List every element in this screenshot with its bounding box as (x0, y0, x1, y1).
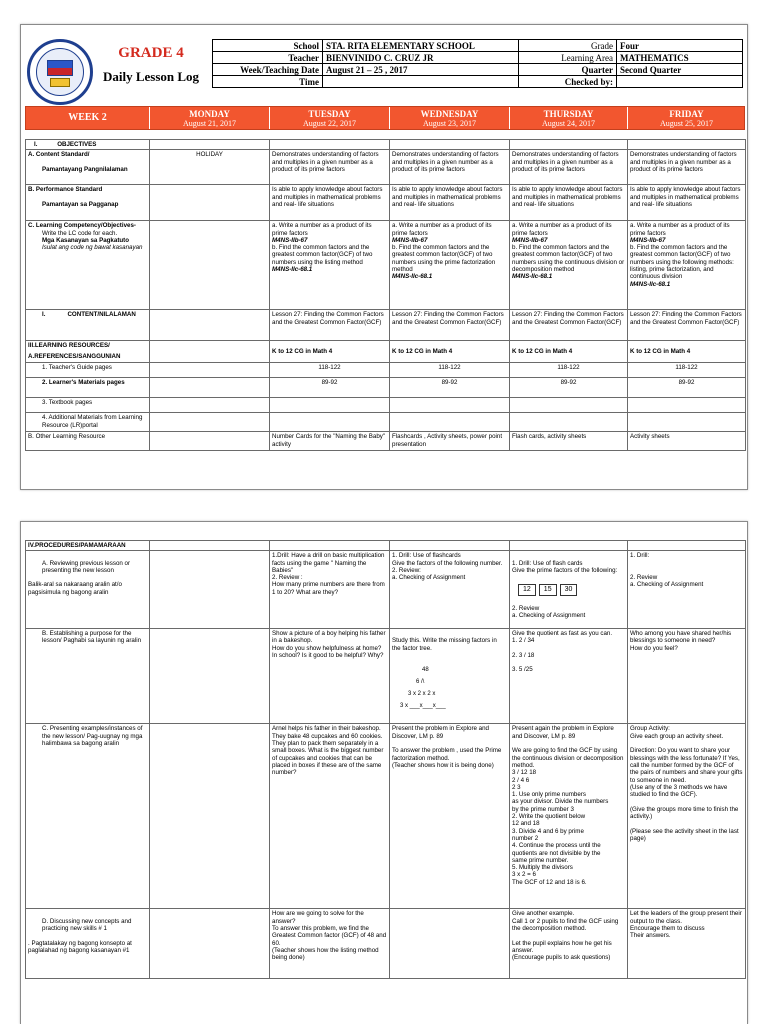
purpose-wed-text: Study this. Write the missing factors in the factor tree. (392, 637, 497, 652)
content-label: CONTENT/NILALAMAN (67, 311, 136, 319)
content-standard-title: A. Content Standard/ (28, 151, 90, 159)
content-standard-tue: Demonstrates understanding of factors and multiples in a given number as a product of its prime factors (270, 150, 390, 185)
discussing-title-fil: . Pagtatalakay ng bagong konsepto at paglalahad ng bagong kasanayan #1 (28, 939, 132, 954)
competency-code-b: M4NS-IIc-68.1 (512, 273, 553, 281)
performance-standard-title-fil: Pamantayan sa Pagganap (42, 200, 119, 208)
school-label: School (213, 40, 323, 52)
day-monday (150, 107, 270, 129)
references-label: A.REFERENCES/SANGGUNIAN (28, 352, 121, 360)
other-resource-fri: Activity sheets (628, 432, 746, 451)
day-name: MONDAY (189, 109, 230, 119)
tg-wed: 118-122 (390, 363, 510, 378)
content-standard-wed: Demonstrates understanding of factors and multiples in a given number as a product of its prime factors (390, 150, 510, 185)
performance-standard-wed: Is able to apply knowledge about factors and multiples in mathematical problems and real- life situations (390, 185, 510, 221)
presenting-tue: Arnel helps his father in their bakeshop. They bake 48 cupcakes and 60 cookies. They plan to pack them separately in a small boxes. What is the biggest number of cupcakes and cookies that can be placed in boxes if these are of the same number? (270, 724, 390, 909)
content-heading (26, 310, 150, 341)
content-standard-thu: Demonstrates understanding of factors and multiples in a given number as a product of its prime factors (510, 150, 628, 185)
content-standard-title-fil: Pamantayang Pangnilalaman (42, 165, 128, 173)
review-thu (510, 551, 628, 629)
competency-label (26, 221, 150, 310)
school-info-table (212, 39, 743, 88)
review-thu-drill: 1. Drill: Use of flash cards Give the prime factors of the following: (512, 559, 618, 574)
references-thu: K to 12 CG in Math 4 (510, 341, 628, 363)
number-card: 15 (539, 584, 557, 595)
learning-area-value: MATHEMATICS (617, 52, 743, 64)
week-number: WEEK 2 (68, 112, 107, 123)
review-tue: 1.Drill: Have a drill on basic multiplication facts using the game " Naming the Babies" 2. Review : How many prime numbers are there from 1 to 20? What are they? (270, 551, 390, 629)
presenting-thu: Present again the problem in Explore and Discover, LM p. 89 We are going to find the GCF by using the continuous division or decomposition method. 3 / 12 18 2 / 4 6 2 3 1. Use only prime numbers as your divisor. Divide the numbers by the prime number 3 2. Write the quotient below 12 and 18 3. Divide 4 and 6 by prime number 2 4. Continue the process until the quotients are not divisible by the same prime number. 5. Multiply the divisors 3 x 2 = 6 The GCF of 12 and 18 is 6. (510, 724, 628, 909)
performance-standard-thu: Is able to apply knowledge about factors and multiples in mathematical problems and real- life situations (510, 185, 628, 221)
purpose-thu: Give the quotient as fast as you can. 1. 2 / 34 2. 3 / 18 3. 5 /25 (510, 628, 628, 723)
competency-code-a: M4NS-IIb-67 (272, 236, 308, 244)
number-cards (518, 584, 625, 595)
competency-code-b: M4NS-IIc-68.1 (272, 266, 313, 274)
tg-fri: 118-122 (628, 363, 746, 378)
discussing-thu: Give another example. Call 1 or 2 pupils to find the GCF using the decomposition method. Let the pupil explains how he get his answer. (Encourage pupils to ask questions) (510, 909, 628, 979)
competency-fri (628, 221, 746, 310)
time-value (323, 76, 519, 88)
competency-title-fil: Mga Kasanayan sa Pagkatuto (42, 236, 129, 244)
competency-a: a. Write a number as a product of its prime factors (392, 222, 492, 237)
header (25, 37, 745, 117)
day-thursday (510, 107, 628, 129)
references-wed: K to 12 CG in Math 4 (390, 341, 510, 363)
other-resource-thu: Flash cards, activity sheets (510, 432, 628, 451)
factor-tree-row: 3 x ___x___x___ (400, 703, 446, 710)
discussing-label (26, 909, 150, 979)
content-tue: Lesson 27: Finding the Common Factors and the Greatest Common Factor(GCF) (270, 310, 390, 341)
content-standard-label (26, 150, 150, 185)
other-resource-wed: Flashcards , Activity sheets, power point presentation (390, 432, 510, 451)
quarter-value: Second Quarter (617, 64, 743, 76)
day-date: August 24, 2017 (541, 119, 596, 128)
content-num: I. (42, 311, 46, 319)
day-date: August 22, 2017 (302, 119, 357, 128)
objectives-num: I. (34, 141, 38, 148)
competency-a: a. Write a number as a product of its prime factors (272, 222, 372, 237)
objectives-label: OBJECTIVES (57, 141, 97, 148)
checked-by-label: Checked by: (519, 76, 617, 88)
day-name: WEDNESDAY (420, 109, 479, 119)
teacher-label: Teacher (213, 52, 323, 64)
deped-seal-logo (27, 39, 93, 105)
competency-b: b. Find the common factors and the greatest common factor(GCF) of two numbers using the prime factorization method (392, 244, 496, 274)
performance-standard-fri: Is able to apply knowledge about factors and multiples in mathematical problems and real- life situations (628, 185, 746, 221)
tg-tue: 118-122 (270, 363, 390, 378)
purpose-label: B. Establishing a purpose for the lesson/ Paghabi sa layunin ng aralin (42, 629, 142, 645)
lesson-log-page-2 (20, 521, 748, 1024)
procedures-heading: IV.PROCEDURES/PAMAMARAAN (26, 541, 150, 551)
content-standard-fri: Demonstrates understanding of factors and multiples in a given number as a product of its prime factors (628, 150, 746, 185)
competency-b: b. Find the common factors and the greatest common factor(GCF) of two numbers using the listing method (272, 244, 373, 266)
lm-tue: 89-92 (270, 378, 390, 398)
discussing-fri: Let the leaders of the group present their output to the class. Encourage them to discuss Their answers. (628, 909, 746, 979)
log-title: Daily Lesson Log (102, 69, 200, 84)
textbook-label: 3. Textbook pages (42, 399, 93, 407)
learners-materials-label: 2. Learner's Materials pages (42, 379, 125, 387)
content-fri: Lesson 27: Finding the Common Factors and the Greatest Common Factor(GCF) (628, 310, 746, 341)
competency-wed (390, 221, 510, 310)
other-resource-label: B. Other Learning Resource (26, 432, 150, 451)
day-header-band (25, 106, 745, 130)
competency-instruction-fil: Isulat ang code ng bawat kasanayan (42, 244, 143, 252)
resources-label: III.LEARNING RESOURCES/ (28, 342, 110, 350)
factor-tree (400, 661, 507, 715)
day-name: TUESDAY (308, 109, 351, 119)
day-date: August 23, 2017 (422, 119, 477, 128)
grade-label: Grade (519, 40, 617, 52)
lm-wed: 89-92 (390, 378, 510, 398)
grade-title: GRADE 4 (118, 45, 184, 61)
factor-tree-row: 6 /\ (416, 679, 425, 686)
week-value: August 21 – 25 , 2017 (323, 64, 519, 76)
competency-b: b. Find the common factors and the greatest common factor(GCF) of two numbers using the following methods: listing, prime factorization, and continuous division (630, 244, 734, 281)
additional-materials-label: 4. Additional Materials from Learning Resource (LR)portal (42, 414, 143, 429)
presenting-fri: Group Activity: Give each group an activity sheet. Direction: Do you want to share your blessings with the less fortunate? If Yes, call the number formed by the GCF of the pairs of numbers and share your gifts to someone in need. (Use any of the 3 methods we have studied to find the GCF). (Give the groups more time to finish the activity.) (Please see the activity sheet in the last page) (628, 724, 746, 909)
references-fri: K to 12 CG in Math 4 (628, 341, 746, 363)
competency-code-a: M4NS-IIb-67 (630, 236, 666, 244)
checked-by-value (617, 76, 743, 88)
performance-standard-tue: Is able to apply knowledge about factors and multiples in mathematical problems and real- life situations (270, 185, 390, 221)
review-label (26, 551, 150, 629)
day-tuesday (270, 107, 390, 129)
purpose-wed (390, 628, 510, 723)
competency-b: b. Find the common factors and the greatest common factor(GCF) of two numbers using the continuous division or decomposition method (512, 244, 625, 274)
procedures-table (25, 540, 746, 979)
day-date: August 21, 2017 (182, 119, 237, 128)
content-thu: Lesson 27: Finding the Common Factors and the Greatest Common Factor(GCF) (510, 310, 628, 341)
objectives-heading (26, 140, 150, 150)
week-label: Week/Teaching Date (213, 64, 323, 76)
week-label-cell (26, 107, 150, 129)
tg-thu: 118-122 (510, 363, 628, 378)
content-wed: Lesson 27: Finding the Common Factors and the Greatest Common Factor(GCF) (390, 310, 510, 341)
performance-standard-title: B. Performance Standard (28, 186, 103, 194)
competency-code-b: M4NS-IIc-68.1 (630, 280, 671, 288)
competency-code-a: M4NS-IIb-67 (392, 236, 428, 244)
objectives-table (25, 139, 746, 451)
day-name: FRIDAY (669, 109, 704, 119)
number-card: 30 (560, 584, 578, 595)
lesson-log-page-1 (20, 24, 748, 490)
review-title: A. Reviewing previous lesson or presenting the new lesson (42, 559, 131, 574)
review-thu-review: 2. Review a. Checking of Assignment (512, 605, 586, 620)
competency-thu (510, 221, 628, 310)
performance-standard-label (26, 185, 150, 221)
day-date: August 25, 2017 (659, 119, 714, 128)
competency-code-b: M4NS-IIc-68.1 (392, 273, 433, 281)
competency-a: a. Write a number as a product of its prime factors (630, 222, 730, 237)
content-standard-mon: HOLIDAY (150, 150, 270, 185)
teachers-guide-label: 1. Teacher's Guide pages (42, 364, 112, 372)
discussing-title: D. Discussing new concepts and practicing new skills # 1 (42, 917, 132, 933)
competency-a: a. Write a number as a product of its prime factors (512, 222, 612, 237)
competency-code-a: M4NS-IIb-67 (512, 236, 548, 244)
factor-tree-row: 3 x 2 x 2 x (408, 691, 436, 698)
quarter-label: Quarter (519, 64, 617, 76)
learning-area-label: Learning Area (519, 52, 617, 64)
time-label: Time (213, 76, 323, 88)
review-wed: 1. Drill: Use of flashcards Give the factors of the following number. 2. Review: a. Checking of Assignment (390, 551, 510, 629)
lm-thu: 89-92 (510, 378, 628, 398)
competency-tue (270, 221, 390, 310)
day-friday (628, 107, 745, 129)
school-value: STA. RITA ELEMENTARY SCHOOL (323, 40, 519, 52)
presenting-label: C. Presenting examples/instances of the new lesson/ Pag-uugnay ng mga halimbawa sa bagong aralin (42, 725, 143, 748)
presenting-wed: Present the problem in Explore and Discover, LM p. 89 To answer the problem , used the Prime factorization method. (Teacher shows how it is being done) (390, 724, 510, 909)
teacher-value: BIENVINIDO C. CRUZ JR (323, 52, 519, 64)
competency-instruction: Write the LC code for each. (42, 229, 118, 237)
review-title-fil: Balik-aral sa nakaraang aralin at/o pagsisimula ng bagong aralin (28, 581, 122, 596)
factor-tree-row: 48 (422, 667, 429, 674)
purpose-fri: Who among you have shared her/his blessings to someone in need? How do you feel? (628, 628, 746, 723)
resources-heading (26, 341, 150, 363)
purpose-tue: Show a picture of a boy helping his father in a bakeshop. How do you show helpfulness at home? In school? Is it good to be helpful? Why? (270, 628, 390, 723)
other-resource-tue: Number Cards for the "Naming the Baby" activity (270, 432, 390, 451)
references-tue: K to 12 CG in Math 4 (270, 341, 390, 363)
lm-fri: 89-92 (628, 378, 746, 398)
number-card: 12 (518, 584, 536, 595)
review-fri: 1. Drill: 2. Review a. Checking of Assignment (628, 551, 746, 629)
competency-title: C. Learning Competency/Objectives- (28, 222, 136, 230)
grade-value: Four (617, 40, 743, 52)
discussing-tue: How are we going to solve for the answer? To answer this problem, we find the Greatest Common factor (GCF) of 48 and 60. (Teacher shows how the listing method being done) (270, 909, 390, 979)
day-name: THURSDAY (543, 109, 594, 119)
day-wednesday (390, 107, 510, 129)
